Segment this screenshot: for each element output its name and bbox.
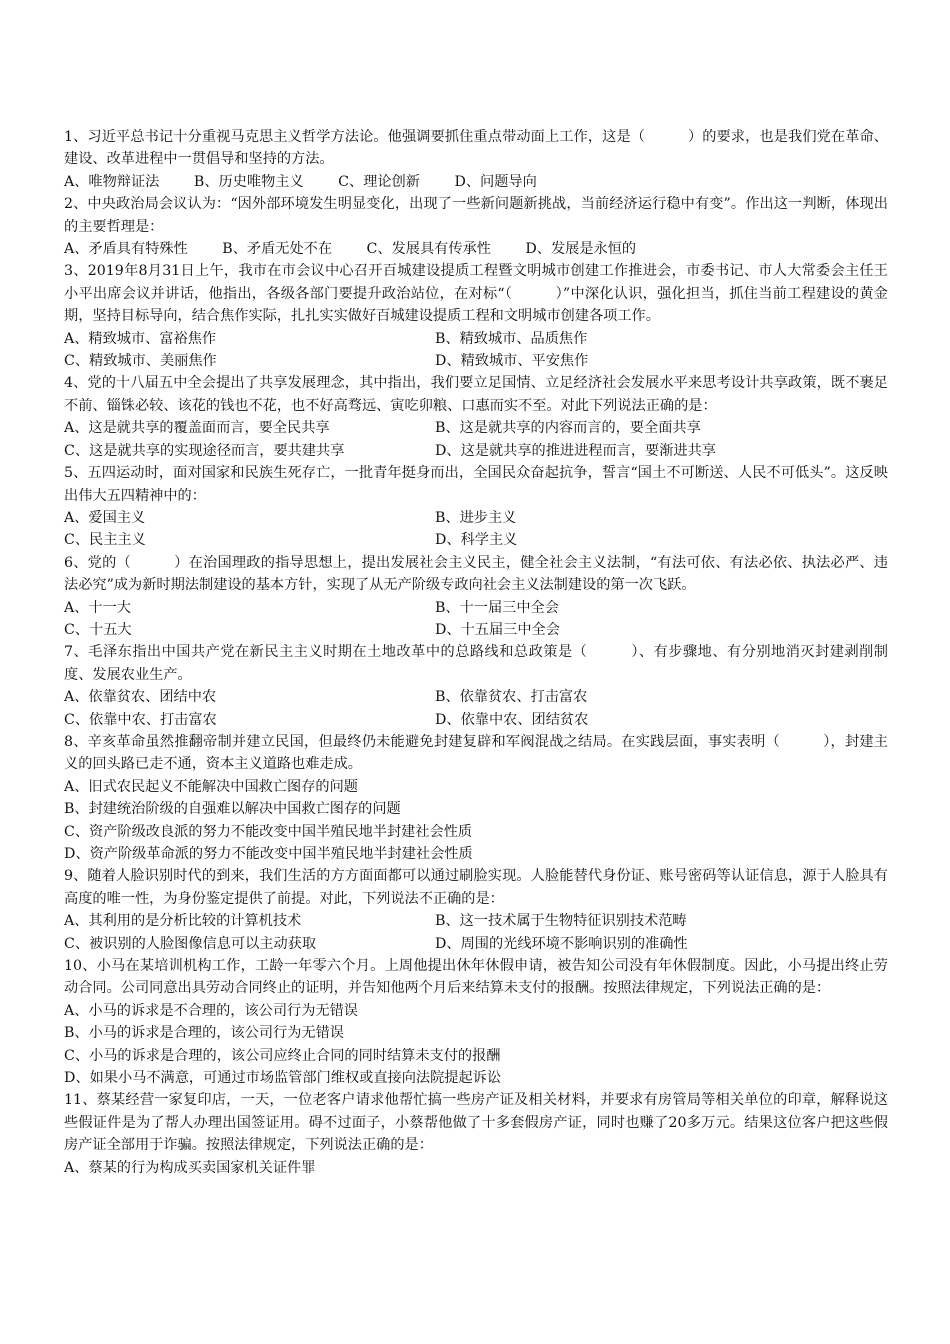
- option-b: B、依靠贫农、打击富农: [435, 689, 588, 706]
- option-a: A、爱国主义: [64, 509, 146, 526]
- option-d: D、如果小马不满意，可通过市场监管部门维权或直接向法院提起诉讼: [64, 1070, 502, 1087]
- option-c: C、依靠中农、打击富农: [64, 711, 217, 728]
- question-10-stem: 10、小马在某培训机构工作，工龄一年零六个月。上周他提出休年休假申请，被告知公司没有年休假制度。因此，小马提出终止劳动合同。公司同意出具劳动合同终止的证明，并告知他两个月后来结算未支付的报酬。按照法律规定，下列说法正确的是：: [64, 958, 888, 997]
- option-c: C、民主主义: [64, 532, 146, 549]
- option-b: B、这一技术属于生物特征识别技术范畴: [435, 913, 687, 930]
- question-11-stem: 11、蔡某经营一家复印店，一天，一位老客户请求他帮忙搞一些房产证及相关材料，并要求有房管局等相关单位的印章，解释说这些假证件是为了帮人办理出国签证用。碍不过面子，小蔡帮他做了十多套假房产证，同时也赚了20多万元。结果这位客户把这些假房产证全部用于诈骗。按照法律规定，下列说法正确的是：: [64, 1092, 888, 1154]
- question-4-stem: 4、党的十八届五中全会提出了共享发展理念，其中指出，我们要立足国情、立足经济社会发展水平来思考设计共享政策，既不裹足不前、锱铢必较、该花的钱也不花，也不好高骛远、寅吃卯粮、口惠而实不至。对此下列说法正确的是：: [64, 375, 888, 414]
- question-7-stem: 7、毛泽东指出中国共产党在新民主主义时期在土地改革中的总路线和总政策是（ ）、有步骤地、有分别地消灭封建剥削制度、发展农业生产。: [64, 644, 888, 683]
- question-1-options: [64, 171, 888, 193]
- option-a: A、其利用的是分析比较的计算机技术: [64, 913, 302, 930]
- option-c: C、十五大: [64, 621, 132, 638]
- option-d: D、这是就共享的推进进程而言，要渐进共享: [435, 442, 716, 459]
- option-d: D、发展是永恒的: [525, 241, 637, 258]
- option-a: A、十一大: [64, 599, 131, 616]
- question-1-stem: 1、习近平总书记十分重视马克思主义哲学方法论。他强调要抓住重点带动面上工作，这是（ ）的要求，也是我们党在革命、建设、改革进程中一贯倡导和坚持的方法。: [64, 129, 888, 168]
- option-a: A、旧式农民起义不能解决中国救亡图存的问题: [64, 778, 358, 795]
- question-2-stem: 2、中央政治局会议认为：“因外部环境发生明显变化，出现了一些新问题新挑战，当前经济运行稳中有变”。作出这一判断，体现出的主要哲理是：: [64, 196, 888, 235]
- option-b: B、封建统治阶级的自强难以解决中国救亡图存的问题: [64, 801, 401, 818]
- option-d: D、科学主义: [435, 532, 518, 549]
- option-c: C、精致城市、美丽焦作: [64, 353, 217, 370]
- question-5-options: [64, 507, 888, 552]
- question-8-stem: 8、辛亥革命虽然推翻帝制并建立民国，但最终仍未能避免封建复辟和军阀混战之结局。在实践层面，事实表明（ ），封建主义的回头路已走不通，资本主义道路也难走成。: [64, 733, 888, 773]
- question-7-options: [64, 686, 888, 731]
- question-10-options: [64, 1000, 888, 1090]
- option-b: B、小马的诉求是合理的，该公司行为无错误: [64, 1025, 344, 1042]
- option-d: D、问题导向: [454, 173, 537, 190]
- option-b: B、历史唯物主义: [193, 173, 304, 190]
- option-d: D、十五届三中全会: [435, 621, 560, 638]
- question-6-stem: 6、党的（ ）在治国理政的指导思想上，提出发展社会主义民主，健全社会主义法制，“有法可依、有法必依、执法必严、违法必究”成为新时期法制建设的基本方针，实现了从无产阶级专政向社会主义法制建设的第一次飞跃。: [64, 554, 888, 594]
- option-a: A、这是就共享的覆盖面而言，要全民共享: [64, 420, 330, 437]
- question-3-stem: 3、2019年8月31日上午，我市在市会议中心召开百城建设提质工程暨文明城市创建工作推进会，市委书记、市人大常委会主任王小平出席会议并讲话，他指出，各级各部门要提升政治站位，在对标“（ ）”中深化认识，强化担当，抓住当前工程建设的黄金期，坚持目标导向，结合焦作实际，扎扎实实做好百城建设提质工程和文明城市创建各项工作。: [64, 263, 888, 325]
- option-d: D、依靠中农、团结贫农: [435, 711, 589, 728]
- question-3-options: [64, 328, 888, 373]
- option-c: C、发展具有传承性: [366, 241, 491, 258]
- option-c: C、资产阶级改良派的努力不能改变中国半殖民地半封建社会性质: [64, 823, 473, 840]
- exam-page: [64, 126, 888, 1179]
- option-c: C、小马的诉求是合理的，该公司应终止合同的同时结算未支付的报酬: [64, 1047, 501, 1064]
- option-c: C、理论创新: [338, 173, 420, 190]
- option-a: A、小马的诉求是不合理的，该公司行为无错误: [64, 1002, 358, 1019]
- question-5-stem: 5、五四运动时，面对国家和民族生死存亡，一批青年挺身而出，全国民众奋起抗争，誓言“国土不可断送、人民不可低头”。这反映出伟大五四精神中的：: [64, 465, 888, 504]
- option-c: C、被识别的人脸图像信息可以主动获取: [64, 935, 317, 952]
- option-a: A、依靠贫农、团结中农: [64, 689, 217, 706]
- option-d: D、周围的光线环境不影响识别的准确性: [435, 935, 688, 952]
- option-d: D、精致城市、平安焦作: [435, 353, 589, 370]
- option-c: C、这是就共享的实现途径而言，要共建共享: [64, 442, 345, 459]
- question-2-options: [64, 238, 888, 260]
- option-b: B、这是就共享的内容而言的，要全面共享: [435, 420, 701, 437]
- question-9-options: [64, 910, 888, 955]
- option-b: B、进步主义: [435, 509, 517, 526]
- question-8-options: [64, 776, 888, 866]
- option-a: A、矛盾具有特殊性: [64, 241, 188, 258]
- question-4-options: [64, 417, 888, 462]
- option-d: D、资产阶级革命派的努力不能改变中国半殖民地半封建社会性质: [64, 846, 473, 862]
- option-b: B、矛盾无处不在: [222, 241, 333, 258]
- option-a: A、蔡某的行为构成买卖国家机关证件罪: [64, 1159, 316, 1176]
- option-b: B、十一届三中全会: [435, 599, 559, 616]
- option-b: B、精致城市、品质焦作: [435, 330, 588, 347]
- option-a: A、唯物辩证法: [64, 173, 160, 190]
- question-9-stem: 9、随着人脸识别时代的到来，我们生活的方方面面都可以通过刷脸实现。人脸能替代身份证、账号密码等认证信息，源于人脸具有高度的唯一性，为身份鉴定提供了前提。对此，下列说法不正确的是：: [64, 868, 888, 907]
- option-a: A、精致城市、富裕焦作: [64, 330, 217, 347]
- question-6-options: [64, 597, 888, 642]
- question-11-options: [64, 1157, 888, 1179]
